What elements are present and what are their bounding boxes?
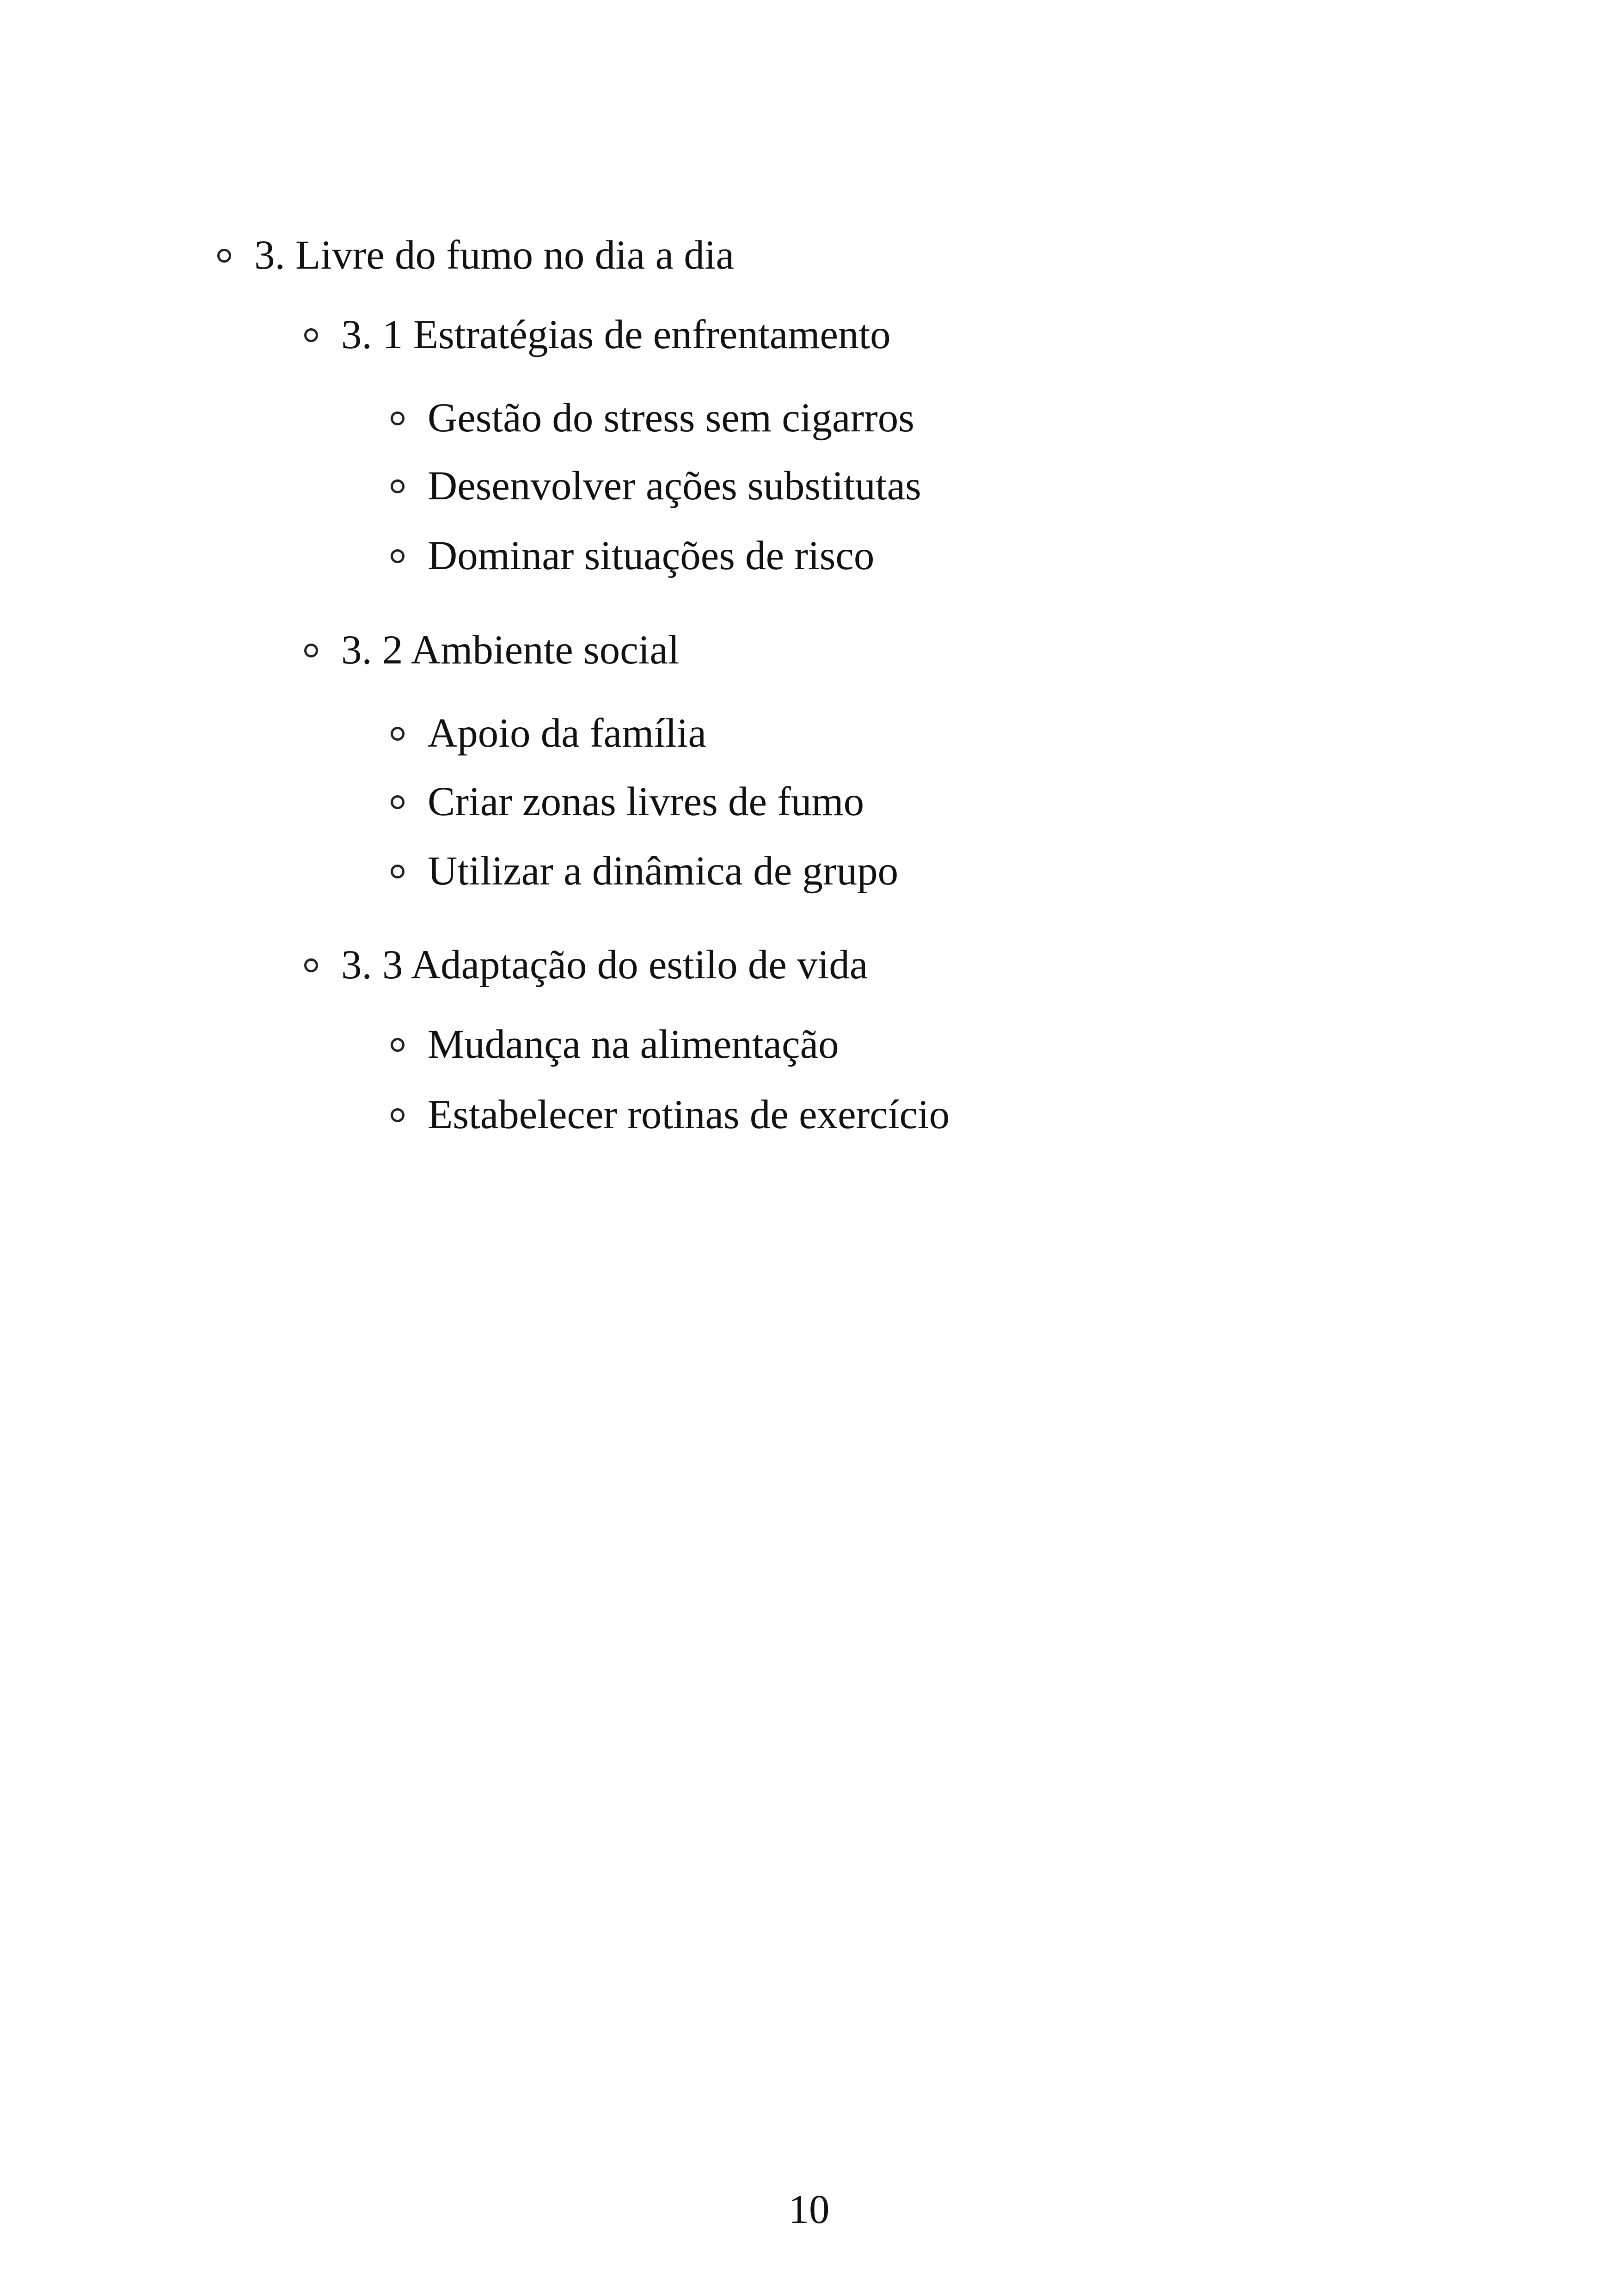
section-heading — [304, 314, 891, 356]
outline-title: 3. Livre do fumo no dia a dia — [254, 233, 735, 278]
hollow-circle-bullet-icon — [391, 1108, 404, 1122]
hollow-circle-bullet-icon — [217, 249, 231, 263]
section-heading-label: 3. 2 Ambiente social — [341, 627, 680, 673]
hollow-circle-bullet-icon — [391, 727, 404, 741]
section-heading-label: 3. 3 Adaptação do estilo de vida — [341, 942, 868, 988]
list-item-label: Utilizar a dinâmica de grupo — [428, 848, 899, 894]
list-item — [391, 395, 914, 441]
list-item — [391, 781, 864, 823]
list-item — [391, 713, 706, 754]
list-item — [391, 1024, 839, 1065]
hollow-circle-bullet-icon — [391, 411, 404, 425]
list-item — [391, 463, 921, 509]
outline-title-item — [217, 235, 734, 276]
hollow-circle-bullet-icon — [304, 328, 318, 342]
list-item-label: Gestão do stress sem cigarros — [428, 395, 914, 441]
list-item — [391, 848, 899, 894]
section-heading — [304, 627, 680, 673]
list-item-label: Estabelecer rotinas de exercício — [428, 1092, 950, 1137]
hollow-circle-bullet-icon — [391, 479, 404, 493]
section-heading-label: 3. 1 Estratégias de enfrentamento — [341, 312, 891, 357]
list-item-label: Mudança na alimentação — [428, 1022, 839, 1067]
list-item-label: Dominar situações de risco — [428, 533, 875, 578]
hollow-circle-bullet-icon — [391, 795, 404, 809]
list-item-label: Desenvolver ações substitutas — [428, 463, 921, 509]
section-heading — [304, 942, 868, 988]
hollow-circle-bullet-icon — [304, 958, 318, 972]
hollow-circle-bullet-icon — [304, 644, 318, 657]
list-item — [391, 535, 874, 577]
hollow-circle-bullet-icon — [391, 1038, 404, 1052]
list-item — [391, 1094, 950, 1136]
hollow-circle-bullet-icon — [391, 865, 404, 878]
hollow-circle-bullet-icon — [391, 549, 404, 563]
list-item-label: Apoio da família — [428, 711, 707, 756]
list-item-label: Criar zonas livres de fumo — [428, 779, 864, 824]
page-number: 10 — [788, 2187, 830, 2232]
